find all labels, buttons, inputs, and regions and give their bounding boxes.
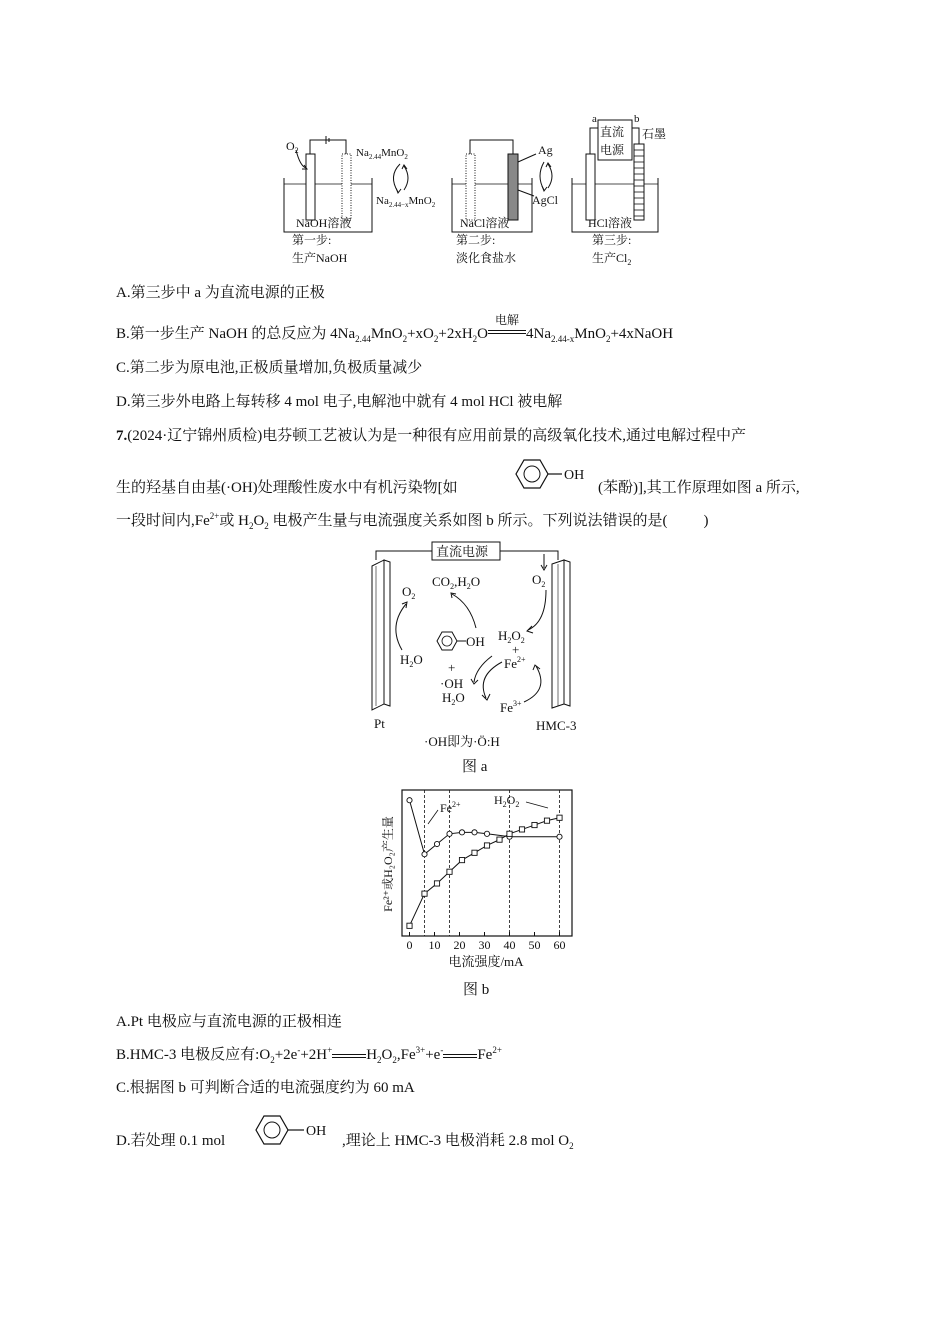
cycle-arrow-1	[393, 164, 400, 192]
h2o2-point	[484, 843, 489, 848]
fe2-point	[434, 841, 439, 846]
x-tick-label: 30	[478, 938, 491, 952]
step2-caption: 第二步:	[456, 233, 496, 247]
step3-terminal-b: b	[634, 113, 640, 125]
chart-xlabel: 电流强度/mA	[448, 954, 524, 969]
step1-o2: $O_2$	[286, 139, 299, 155]
h2o2-point	[407, 923, 412, 928]
q6-option-c: C.第二步为原电池,正极质量增加,负极质量减少	[116, 360, 423, 376]
fe2-point	[484, 831, 489, 836]
fe2-point	[447, 831, 452, 836]
figa-pt-label: Pt	[374, 716, 385, 731]
figa-h2o-left: $H_2O$	[400, 652, 423, 669]
q7-stem-line2: 生的羟基自由基(·OH)处理酸性废水中有机污染物[如	[116, 480, 458, 496]
h2o2-point	[434, 881, 439, 886]
figa-h2o2: $H_2O_2$	[498, 628, 525, 645]
figa-fe3: $Fe^{3+}$	[500, 699, 522, 715]
q7-option-c: C.根据图 b 可判断合适的电流强度约为 60 mA	[116, 1080, 415, 1096]
x-tick-label: 20	[453, 938, 466, 952]
h2o2-point	[544, 818, 549, 823]
equals-sign-1	[332, 1049, 366, 1063]
step1-na-top: $Na_{2.44}MnO_2$	[356, 147, 408, 161]
figa-power-label: 直流电源	[436, 544, 489, 559]
phenol-structure	[502, 452, 598, 500]
h2o2-point	[507, 831, 512, 836]
x-tick-label: 50	[528, 938, 541, 952]
fe2-point	[472, 830, 477, 835]
figa-plus-2: +	[512, 642, 520, 657]
x-tick-label: 40	[503, 938, 516, 952]
chart-frame	[402, 790, 572, 936]
figa-o2-left: $O_2$	[402, 584, 416, 601]
h2o2-point	[422, 891, 427, 896]
q7-option-b: B.HMC-3 电极反应有$:O_2+2e^-+2H^+$ $H_2O_2,Fe^{3+}+e^-$ $Fe^{2+}$	[116, 1045, 502, 1065]
step3-power-label-2: 电源	[600, 143, 625, 157]
step2-caption-2: 淡化食盐水	[456, 251, 517, 265]
three-step-diagram	[280, 110, 680, 272]
h2o2-point	[557, 815, 562, 820]
x-tick-label: 60	[553, 938, 566, 952]
figa-hmc-label: HMC-3	[536, 718, 577, 733]
legend-fe2: $Fe^{2+}$	[440, 800, 461, 815]
h2o2-point	[497, 837, 502, 842]
h2o2-point	[472, 850, 477, 855]
q7-stem-line3: 一段时间内$,Fe^{2+}$或 $H_2O_2$ 电极产生量与电流强度关系如图 b 所示。下列说法错误的是( )	[116, 511, 709, 531]
q6-option-b: B.第一步生产 NaOH 的总反应为 $4Na_{2.44}MnO_2+xO_2+2xH_2O$ 电解 $4Na_{2.44-x}MnO_2+4xNaOH$	[116, 313, 674, 344]
q6-option-d: D.第三步外电路上每转移 4 mol 电子,电解池中就有 4 mol HCl 被电解	[116, 394, 563, 410]
figa-h2o-mid: $H_2O$	[442, 690, 465, 707]
x-tick-label: 0	[406, 938, 413, 952]
electrolysis-sign: 电解	[488, 324, 526, 344]
step2-ag: Ag	[538, 143, 553, 157]
q7-option-d: D.若处理 0.1 mol	[116, 1133, 226, 1149]
step1-caption-2: 生产NaOH	[292, 251, 348, 265]
phenol-oh-label: OH	[564, 468, 585, 483]
equals-sign-2	[443, 1049, 477, 1063]
x-tick-label: 10	[428, 938, 441, 952]
figa-plus-1: +	[448, 660, 456, 675]
figa-phenol	[437, 632, 466, 650]
fe2-point	[407, 798, 412, 803]
step3-caption-2: 生产$Cl_2$	[592, 251, 632, 267]
figa-oh-radical: ·OH	[440, 676, 464, 691]
phenol-structure-2	[244, 1110, 340, 1154]
figa-o2-right: $O_2$	[532, 572, 546, 589]
figure-a-caption: 图 a	[462, 759, 488, 775]
h2o2-point	[447, 869, 452, 874]
q7-stem-line1: 7.(2024·辽宁锦州质检)电芬顿工艺被认为是一种很有应用前景的高级氧化技术,通过电解过程中产	[116, 428, 746, 444]
step1-na-bot: $Na_{2.44-x}MnO_2$	[376, 195, 436, 209]
fe2-point	[459, 830, 464, 835]
step3-caption: 第三步:	[592, 233, 632, 247]
figure-a-diagram	[366, 540, 596, 754]
fe2-point	[557, 834, 562, 839]
figa-fe2: $Fe^{2+}$	[504, 655, 526, 671]
q7-stem-line2-end: (苯酚)],其工作原理如图 a 所示,	[598, 480, 800, 496]
q7-option-d-end: ,理论上 HMC-3 电极消耗 2.8 mol $O_2$	[342, 1133, 574, 1151]
q7-option-a: A.Pt 电极应与直流电源的正极相连	[116, 1014, 342, 1030]
cycle-arrow-2	[540, 162, 544, 190]
chart-ylabel: Fe²⁺或H₂O₂产生量	[381, 816, 395, 912]
step2-beaker-label: NaCl溶液	[460, 216, 510, 230]
h2o2-point	[519, 827, 524, 832]
fe2-point	[422, 852, 427, 857]
legend-h2o2: $H_2O_2$	[494, 793, 520, 809]
pt-electrode	[372, 560, 390, 710]
step1-caption: 第一步:	[292, 233, 332, 247]
hmc3-electrode	[552, 560, 570, 708]
figa-phenol-oh: OH	[466, 634, 485, 649]
figure-b-caption: 图 b	[463, 982, 490, 998]
step1-beaker-label: NaOH溶液	[296, 216, 352, 230]
figa-note: ·OH即为·Ö:H	[424, 734, 500, 749]
q6-option-a: A.第三步中 a 为直流电源的正极	[116, 285, 325, 301]
step3-beaker-label: HCl溶液	[588, 216, 633, 230]
step3-graphite: 石墨	[642, 127, 667, 141]
figa-co2-h2o: $CO_2,H_2O$	[432, 574, 481, 591]
h2o2-point	[459, 857, 464, 862]
figure-b-chart	[376, 786, 576, 972]
phenol-oh-label-2: OH	[306, 1124, 327, 1139]
step3-terminal-a: a	[592, 113, 597, 125]
h2o2-point	[532, 822, 537, 827]
step3-power-label: 直流	[600, 125, 625, 139]
step2-agcl: AgCl	[532, 193, 559, 207]
